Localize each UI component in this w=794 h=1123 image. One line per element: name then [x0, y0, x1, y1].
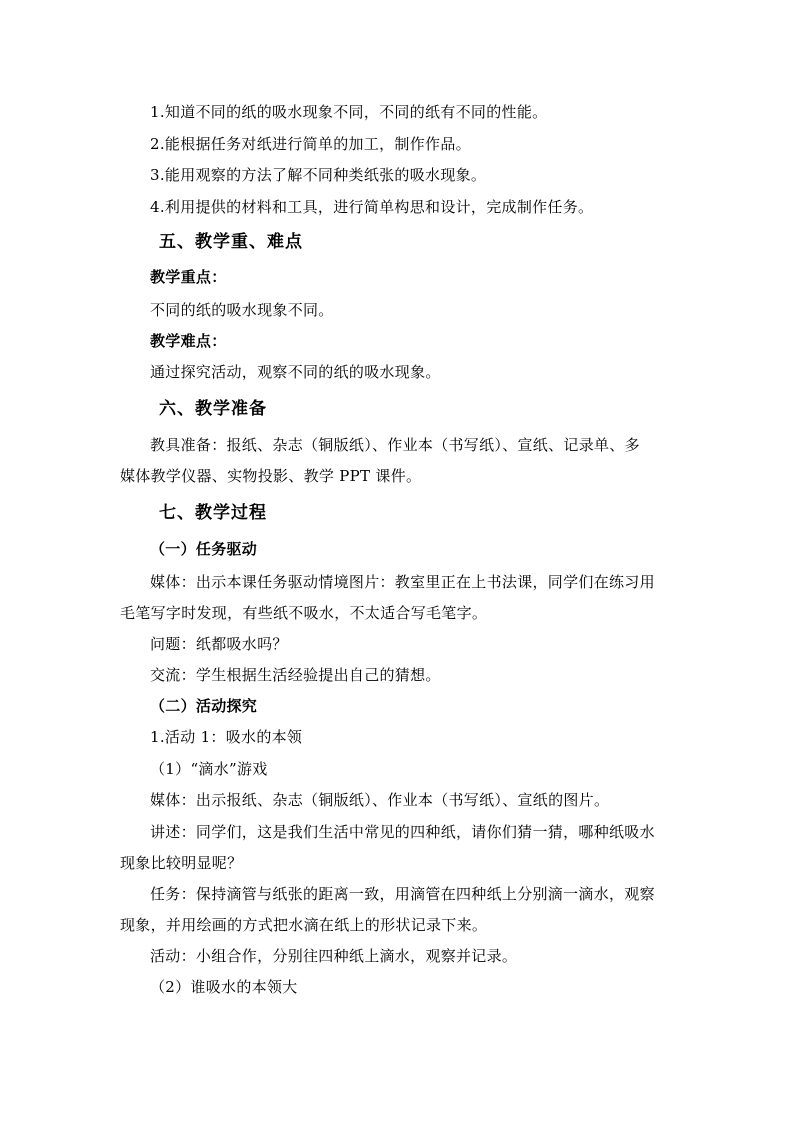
part1-media-line-1: 媒体：出示本课任务驱动情境图片：教室里正在上书法课，同学们在练习用 [150, 573, 655, 591]
prep-line-1: 教具准备：报纸、杂志（铜版纸）、作业本（书写纸）、宣纸、记录单、多 [150, 436, 640, 454]
part1-exchange: 交流：学生根据生活经验提出自己的猜想。 [150, 666, 441, 684]
prep-line-2: 媒体教学仪器、实物投影、教学 PPT 课件。 [120, 467, 422, 485]
objective-4: 4.利用提供的材料和工具，进行简单构思和设计，完成制作任务。 [150, 198, 594, 216]
focus-text: 不同的纸的吸水现象不同。 [150, 301, 334, 319]
section6-heading: 六、教学准备 [159, 399, 267, 419]
activity1-title: 1.活动 1：吸水的本领 [150, 728, 303, 746]
task-line-1: 任务：保持滴管与纸张的距离一致，用滴管在四种纸上分别滴一滴水，观察 [150, 885, 655, 903]
lecture-line-2: 现象比较明显呢？ [120, 854, 243, 872]
activity-text: 活动：小组合作，分别往四种纸上滴水，观察并记录。 [150, 947, 518, 965]
lecture-line-1: 讲述：同学们，这是我们生活中常见的四种纸，请你们猜一猜，哪种纸吸水 [150, 823, 655, 841]
part1-heading: （一）任务驱动 [150, 540, 258, 558]
part1-media-line-2: 毛笔写字时发现，有些纸不吸水，不太适合写毛笔字。 [120, 604, 488, 622]
objective-2: 2.能根据任务对纸进行简单的加工，制作作品。 [150, 135, 471, 153]
task-line-2: 现象，并用绘画的方式把水滴在纸上的形状记录下来。 [120, 916, 488, 934]
section7-heading: 七、教学过程 [159, 503, 267, 523]
objective-3: 3.能用观察的方法了解不同种类纸张的吸水现象。 [150, 166, 487, 184]
activity-media: 媒体：出示报纸、杂志（铜版纸）、作业本（书写纸）、宣纸的图片。 [150, 791, 610, 809]
difficulty-text: 通过探究活动，观察不同的纸的吸水现象。 [150, 363, 441, 381]
part1-question: 问题：纸都吸水吗？ [150, 635, 288, 653]
sub2-title: （2）谁吸水的本领大 [150, 978, 298, 996]
objective-1: 1.知道不同的纸的吸水现象不同，不同的纸有不同的性能。 [150, 103, 548, 121]
section5-heading: 五、教学重、难点 [159, 232, 303, 252]
difficulty-label: 教学难点： [150, 332, 227, 350]
part2-heading: （二）活动探究 [150, 697, 258, 715]
focus-label: 教学重点： [150, 268, 227, 286]
game-title: （1）“滴水”游戏 [150, 760, 268, 778]
